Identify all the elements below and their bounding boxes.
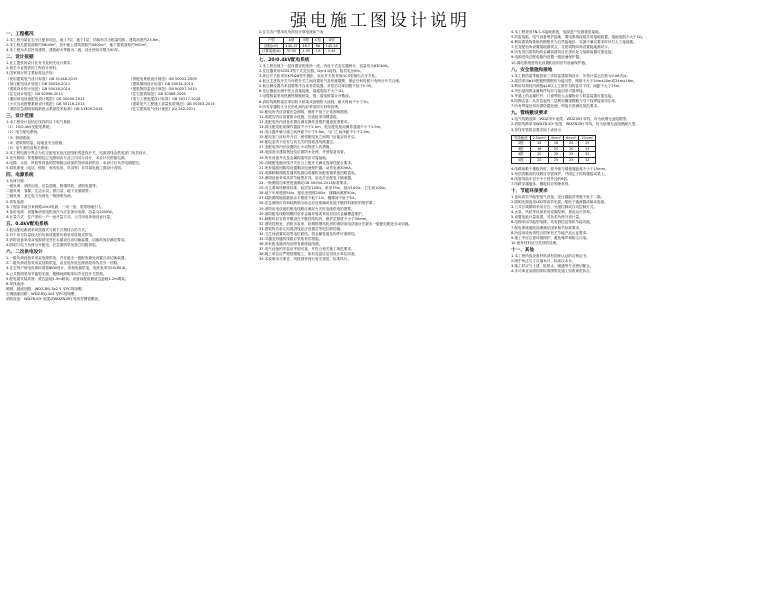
- text-line: 22.电梯轿厢照明及通风电源由电梯机房配电箱单独回路供电。: [259, 170, 359, 175]
- standard-item: 《住宅建筑规范》GB 50368-2005: [129, 91, 187, 96]
- text-line: 1.本工程为某住宅小区配套项目，地上7层，地下1层，结构形式为框架结构，建筑高度约23.6m。: [6, 38, 163, 42]
- table-cell: 3根: [512, 146, 531, 152]
- text-line: 4.线路暗敷于楼板内时，管外壁与楼板面距离不小于15mm。: [511, 166, 609, 171]
- standard-item: 《住宅设计规范》GB 50096-2011: [6, 91, 64, 96]
- standard-item: 《建筑物防雷设计规范》GB 50057-2010: [129, 86, 197, 91]
- text-line: 7.电缆桥架采用热镀锌钢制桥架，强、弱电桥架分开敷设。: [259, 94, 353, 99]
- table-cell: 37.52: [283, 49, 300, 55]
- table-cell: 16: [530, 146, 548, 152]
- table-cell: 145.15: [283, 43, 300, 49]
- text-line: 6.导线选择：: [6, 281, 28, 286]
- text-line: 4.电梯、水泵、风机等设备的控制箱由设备供货商成套供应，本设计仅负责电源配电。: [6, 160, 143, 165]
- table-header-cell: 户型: [260, 38, 284, 44]
- standard-item: 《电力工程电缆设计标准》GB 50217-2018: [129, 96, 201, 101]
- table-header-cell: 2.5mm²: [530, 135, 548, 141]
- text-line: 5.设置电能计量装置，对各类负荷分项计量。: [511, 215, 583, 220]
- text-line: 24.一般照明功率密度值满足GB 50034-2013标准要求。: [259, 181, 351, 186]
- text-line: 39.本说明未尽事宜，均按国家现行有关规范、标准执行。: [259, 257, 351, 262]
- text-line: 12.变配电所内设备布置应满足操作及维护通道宽度要求。: [259, 119, 351, 124]
- text-line: 3.备用电源：设置柴油发电机组作为应急备用电源，容量为200kW。: [6, 209, 116, 214]
- text-line: 8.所有进出建筑物的金属管道均应在进出处与接地装置可靠连接。: [511, 50, 616, 55]
- text-line: 本工程由市政引来两路10kV电源，一用一备，电缆埋地引入。: [6, 204, 105, 209]
- table-cell: 20: [564, 146, 579, 152]
- text-line: 3.施工时应与土建、给排水、暖通等专业密切配合。: [511, 264, 594, 269]
- section-heading: 二、设计依据: [6, 55, 34, 61]
- text-line: （3）照明系统；: [6, 135, 34, 140]
- text-line: 空调插座回路：WDZ-BYJ-3x4 穿PC管暗敷；: [6, 291, 79, 296]
- standard-item: 《通用用电设备配电设计规范》GB 50055-2011: [6, 96, 85, 101]
- text-line: 2.住宅各户型用电负荷及计算电流如下表：: [259, 30, 328, 34]
- text-line: 2.本工程总建筑面积约5800m²，其中地上建筑面积约4900m²，地下建筑面积约900m²。: [6, 43, 151, 48]
- section-heading: 五、0.4kV配电系统: [6, 221, 49, 227]
- text-line: 37.电气设备的安装应牢固可靠，并符合相关施工规范要求。: [259, 247, 355, 252]
- text-line: （5）电气消防及相关系统；: [6, 145, 52, 150]
- text-line: 2.变压器采用SCB13型干式变压器，Dyn11接线，阻抗电压6%。: [259, 68, 364, 73]
- text-line: 30.消防配电线路明敷时应穿金属导管或采用封闭式金属槽盒保护。: [259, 211, 366, 216]
- text-line: 9.施工中应注意环境保护，避免噪声和粉尘污染。: [511, 235, 590, 240]
- table-row: [260, 49, 341, 55]
- table-cell: 2.44: [323, 49, 340, 55]
- text-line: 23.照明设备采用高效节能型灯具，荧光灯应配电子镇流器。: [259, 175, 355, 180]
- table-header-cell: 导线截面: [512, 135, 531, 141]
- text-line: 5.吊顶内敷设的线路应穿管保护，并固定于结构楼板或梁上。: [511, 171, 608, 176]
- table-cell: 20: [530, 152, 548, 158]
- column-middle: [259, 30, 503, 602]
- table-cell: 计算电流(A): [260, 49, 284, 55]
- table-cell: 5根: [512, 157, 531, 163]
- text-line: 20.各级配电箱出线开关应与上级开关满足选择性配合要求。: [259, 160, 355, 165]
- text-line: 3.室外照明、景观照明及泛光照明由专业公司另行设计，本设计仅预留电源。: [6, 155, 129, 160]
- text-line: 4.本工程采用TN-C-S接地系统，电源进户处做重复接地。: [511, 30, 603, 34]
- table-cell: 1.8: [312, 49, 323, 55]
- text-line: 三级负荷：其它电力负荷及一般照明负荷。: [6, 194, 75, 199]
- text-line: 36.所有配电箱内均应附有系统接线图。: [259, 242, 323, 247]
- standard-item: 《建筑照明设计标准》GB 50034-2013: [129, 81, 194, 86]
- standard-row: [6, 107, 246, 112]
- text-line: 8.消防线路桥架应采用防火桥架或涂刷防火涂料，耐火时间不小于1h。: [259, 99, 372, 104]
- text-line: 9.电源进线总配电箱内设置一级浪涌保护器。: [511, 55, 583, 60]
- text-line: 3.导线穿管管径要求如下表所示：: [511, 127, 565, 132]
- table-cell: 68: [312, 43, 323, 49]
- text-line: 27.疏散照明地面最低水平照度不低于1lx，楼梯间不低于5lx。: [259, 196, 359, 201]
- table-cell: 48.7: [300, 43, 313, 49]
- table-cell: 20: [530, 157, 548, 163]
- table-cell: 25: [564, 157, 579, 163]
- standard-item: 《消防应急照明和疏散指示系统技术标准》GB 51309-2018: [6, 107, 103, 112]
- text-line: 4.公共照明采用节能型光源，楼梯间照明采用声光控开关控制。: [6, 271, 107, 276]
- table-header-cell: A型: [283, 38, 300, 44]
- text-line: 7.在变配电所设置接地测试点，在建筑物四角设置接地测试卡。: [511, 45, 612, 50]
- table-header-cell: 6mm²: [564, 135, 579, 141]
- text-line: 2.相关专业提供的工程设计资料；: [6, 66, 60, 71]
- text-line: 15.配电室门应向外开启，相邻配电室之间的门应能双向开启。: [259, 135, 359, 140]
- text-line: 4.照明与电力负荷分开配电，应急照明采用独立回路供电。: [6, 243, 100, 248]
- text-line: 1.本工程所选设备材料须有国家认证的合格证书。: [511, 253, 590, 258]
- table-cell: 20: [564, 141, 579, 147]
- text-line: 一级负荷：消防用电、应急照明、排烟风机、消防电梯等；: [6, 184, 100, 189]
- text-line: 16.配电室内不应有与其无关的管道及线路通过。: [259, 140, 337, 145]
- text-line: 11.电缆沟内应设置排水设施，沟盖板采用钢盖板。: [259, 114, 341, 119]
- text-line: 5.低压侧设置功率因数集中自动补偿装置，补偿后功率因数不低于0.95。: [259, 84, 375, 89]
- text-line: 2.消防线路采用WDZN-YJY 电缆、WDZN-BYJ 导线，均为低烟无卤阻燃耐火型。: [511, 122, 639, 127]
- text-line: 21.所有插座回路均设置剩余电流保护器，动作电流30mA。: [259, 165, 355, 170]
- table-header-cell: B型: [300, 38, 313, 44]
- section-heading: 十、节能环保要求: [511, 188, 548, 194]
- text-line: 2.屋顶采用φ10热镀锌圆钢作为接闪带，网格不大于20mx20m或24mx16m。: [511, 78, 637, 83]
- text-line: 5.弱电系统（电话、网络、有线电视、对讲等）另详弱电施工图设计说明。: [6, 166, 125, 171]
- text-line: 3.消防设备采用双电源供电并在末端设自动切换装置，切换时间应满足要求。: [6, 238, 129, 243]
- section-heading: 一、工程概况: [6, 32, 34, 37]
- text-line: 6.利用建筑物基础内钢筋作为自然接地体，实测不满足要求时补打人工接地极。: [511, 40, 637, 45]
- text-line: 28.应急照明灯具和疏散指示标志应设玻璃或其他不燃材料制作的保护罩。: [259, 201, 377, 206]
- text-line: 3.住宅每户用电负荷标准按8kW设计，单相电源供电，电度表采用10(60)A。: [6, 266, 129, 271]
- text-line: 38.施工单位应严格按图施工，如有变更应征得设计单位同意。: [259, 252, 359, 257]
- text-line: 3.国家现行的主要标准及法规：: [6, 71, 57, 76]
- text-line: 5.配电箱安装高度：底边距地1.5m暗装；设备间配电箱底边距地1.2m明装。: [6, 276, 129, 281]
- text-line: 19.所有设备外壳及金属构架均应可靠接地。: [259, 155, 330, 160]
- text-line: 3.高压开关柜采用KYN28型中置柜，低压开关柜采用GCS型抽出式开关柜。: [259, 74, 379, 79]
- text-line: 1.本工程在地下一层设置变配电所一座，内设干式变压器两台，容量均为630kVA。: [259, 63, 392, 68]
- text-line: 31.暗敷时应穿管并敷设在不燃性结构内，保护层厚度不小于30mm。: [259, 216, 370, 221]
- text-line: 10.废弃材料应分类回收处理。: [511, 240, 560, 245]
- table-cell: 16: [548, 141, 563, 147]
- table-cell: 面积(m²): [260, 43, 284, 49]
- table-header-row: [512, 135, 596, 141]
- table-cell: 25: [579, 146, 596, 152]
- text-line: 32.消防控制室、消防水泵房、防烟排烟风机房的消防用电设备应在最末一级配电箱处自动切换。: [259, 221, 413, 226]
- text-line: 13.高压配电柜前操作通道不小于2.0m，低压配电柜前操作通道不小于1.5m。: [259, 125, 384, 129]
- text-line: （1）10/0.4kV变配电系统；: [6, 125, 54, 130]
- table-cell: 2根: [512, 141, 531, 147]
- text-line: 2.图中所注尺寸以毫米计，标高以米计。: [511, 258, 576, 263]
- text-line: 29.消防用电设备的配电线路应满足火灾时连续供电的需要。: [259, 206, 355, 211]
- standard-item: 《建筑设计防火规范》GB 50016-2014: [6, 86, 71, 91]
- text-line: 14.变压器外廓与墙之间净距不小于0.8m，与门之间净距不小于1.0m。: [259, 130, 373, 135]
- text-line: 4.未尽事宜参照国家标准图集及施工验收规范执行。: [511, 269, 594, 274]
- standard-item: 《民用建筑电气设计标准》GB 51348-2019: [6, 76, 78, 81]
- text-line: 25.各主要场所照度标准：起居室100lx，卧室75lx，厨房100lx，卫生间100lx。: [259, 186, 389, 191]
- text-line: 1.本工程防雷等级按第三类防雷建筑物设计，年预计雷击次数为0.06次/a。: [511, 73, 631, 78]
- text-line: 2.照明光源选用LED等高效光源，配电子镇流器或驱动电源。: [511, 200, 608, 205]
- text-line: 1.选用高效节能型电气设备，变压器能效等级不低于二级。: [511, 194, 605, 199]
- section-heading: 六、二次供电设计: [6, 250, 43, 256]
- standard-item: 《低压配电设计规范》GB 50054-2011: [6, 81, 71, 86]
- table-header-cell: 4mm²: [548, 135, 563, 141]
- section-heading: 十一、其他: [511, 247, 534, 253]
- text-line: 8.所选用设备须符合国家有关节能产品认证要求。: [511, 230, 590, 235]
- column-left: [6, 30, 246, 602]
- data-table: [259, 37, 341, 55]
- text-line: 34.卫生间设置局部等电位联结，将金属管道及构件可靠联结。: [259, 231, 359, 236]
- section-heading: 七、20/0.4kV配电系统: [259, 57, 310, 63]
- table-header-cell: C型: [312, 38, 323, 44]
- table-cell: 25: [564, 152, 579, 158]
- text-line: 照明、插座回路：WDZ-BYJ-3x2.5 穿PC管暗敷；: [6, 286, 86, 291]
- standard-item: 《建筑电气工程施工质量验收规范》GB 50303-2015: [129, 102, 215, 107]
- text-line: 7.配电系统谐波治理满足国家相关标准要求。: [511, 225, 583, 230]
- data-table: [511, 135, 596, 164]
- text-line: 7.所有焊接处均应做防腐处理，焊接长度满足规范要求。: [511, 104, 601, 109]
- text-line: （2）电力配电系统；: [6, 130, 41, 135]
- text-line: 6.变压器低压侧中性点直接接地，接地电阻不大于1Ω。: [259, 89, 347, 94]
- text-line: 1.低压配电系统采用放射式与树干式相结合的方式。: [6, 227, 89, 232]
- text-line: 9.所有穿越防火分区的孔洞均应采用防火材料封堵。: [259, 104, 342, 109]
- table-cell: 145.26: [323, 43, 340, 49]
- text-line: 1.一级负荷设备采用双电源供电，并在最末一级配电箱处设置自动切换装置。: [6, 256, 129, 261]
- page-title: 强电施工图设计说明: [290, 11, 470, 31]
- text-line: 3.利用结构柱内两根φ16以上主筋作为防雷引下线，间距不大于25m。: [511, 83, 623, 88]
- table-cell: 1.35: [300, 49, 313, 55]
- text-line: 33.建筑物各单元电源进线处应设置总等电位联结箱。: [259, 226, 344, 231]
- table-cell: 25: [579, 141, 596, 147]
- table-cell: 16: [530, 141, 548, 147]
- text-line: 7.线路穿越墙体、楼板时应预埋套管。: [511, 181, 572, 186]
- text-line: 4.水泵、风机等设备采用变频控制，提高运行效率。: [511, 210, 594, 215]
- table-cell: 32: [579, 152, 596, 158]
- text-line: 5.外墙上的金属栏杆、门窗等较大金属物应与防雷装置可靠连接。: [511, 94, 616, 99]
- text-line: 3.本工程为多层民用建筑，建筑耐火等级为二级，设计使用年限为50年。: [6, 48, 122, 53]
- table-cell: 25: [548, 157, 563, 163]
- text-line: 消防设备：WDZN-YJY 电缆或WDZN-BYJ 导线穿钢管敷设。: [6, 297, 102, 302]
- text-line: 4.低压主进线开关与母联开关之间设置电气及机械联锁，保证任何时候只有两台开关合闸。: [259, 79, 403, 84]
- table-cell: 20: [548, 146, 563, 152]
- text-line: 1.业主提供的设计任务书及相关设计要求；: [6, 61, 75, 66]
- table-cell: 32: [579, 157, 596, 163]
- section-heading: 八、安全措施和接地: [511, 67, 553, 73]
- text-line: 10.弱电系统进线处设置相应的信号浪涌保护器。: [511, 60, 589, 65]
- text-line: 2.二级负荷设备采用双回路供电，由变电所低压侧两段母线各引一回路。: [6, 261, 121, 266]
- text-line: 17.变配电所内应设置防止小动物进入的措施。: [259, 145, 333, 150]
- table-cell: 4根: [512, 152, 531, 158]
- text-line: 35.穿越变形缝的线路应采取补偿措施。: [259, 237, 323, 242]
- section-heading: 三、设计范围: [6, 114, 34, 120]
- standard-item: 《火灾自动报警系统设计规范》GB 50116-2013: [6, 102, 85, 107]
- text-line: 1.本工程设计包括红线内的以下电气系统：: [6, 120, 75, 125]
- standard-item: 《住宅建筑电气设计规范》JGJ 242-2011: [129, 107, 196, 112]
- column-right: [511, 30, 755, 602]
- standard-item: 《供配电系统设计规范》GB 50052-2009: [129, 76, 197, 81]
- text-line: （4）建筑物防雷、接地及安全措施；: [6, 140, 66, 145]
- text-line: 10.配电所内应设置应急照明，照度不低于正常照明照度。: [259, 109, 351, 114]
- text-line: 3.公共区域照明采用分区、分组控制或自动控制方式。: [511, 205, 598, 210]
- text-line: 2.本工程电源分界点为住宅配电室低压进线柜的进线开关，电源进线由供电部门负责设计。: [6, 150, 150, 155]
- text-line: 4.突出屋面的金属构件均应与接闪带可靠焊接。: [511, 88, 587, 93]
- text-line: 6.电梯采用节能型电梯，具有群控及待机节能功能。: [511, 220, 594, 225]
- text-line: 5.防雷接地、电气设备保护接地、弱电系统接地共用接地装置，接地电阻不大于1Ω。: [511, 35, 646, 40]
- table-row: [512, 157, 596, 163]
- text-line: 26.地下车库照度50lx，配电室照度200lx，楼梯间照度50lx。: [259, 191, 359, 196]
- section-heading: 九、管线敷设要求: [511, 111, 548, 117]
- text-line: 4.计量方式：住户采用一户一表计量方式，公共用电单独设表计量。: [6, 214, 114, 219]
- table-cell: 20: [548, 152, 563, 158]
- section-heading: 四、电源系统: [6, 173, 34, 179]
- text-line: 2.供电电源：: [6, 199, 28, 204]
- table-header-cell: 10mm²: [579, 135, 596, 141]
- text-line: 二级负荷：客梯、生活水泵、排污泵、地下室照明等；: [6, 189, 93, 194]
- text-line: 2.对于单台容量较大的负荷或重要负荷采用放射式供电。: [6, 233, 96, 237]
- text-line: 18.电缆进出建筑物处均应做防水处理，并预留备用管。: [259, 150, 348, 155]
- table-header-cell: D型: [323, 38, 340, 44]
- text-line: 1.电气线路选择：WDZ-YJY 电缆、WDZ-BYJ 导线，均为低烟无卤阻燃型。: [511, 117, 630, 122]
- text-line: 6.线管弯曲半径不小于管外径的6倍。: [511, 176, 571, 181]
- text-line: 1.负荷分级：: [6, 179, 28, 184]
- text-line: 6.防侧击雷：从首层起每三层利用圈梁钢筋与引下线焊接成均压环。: [511, 99, 619, 104]
